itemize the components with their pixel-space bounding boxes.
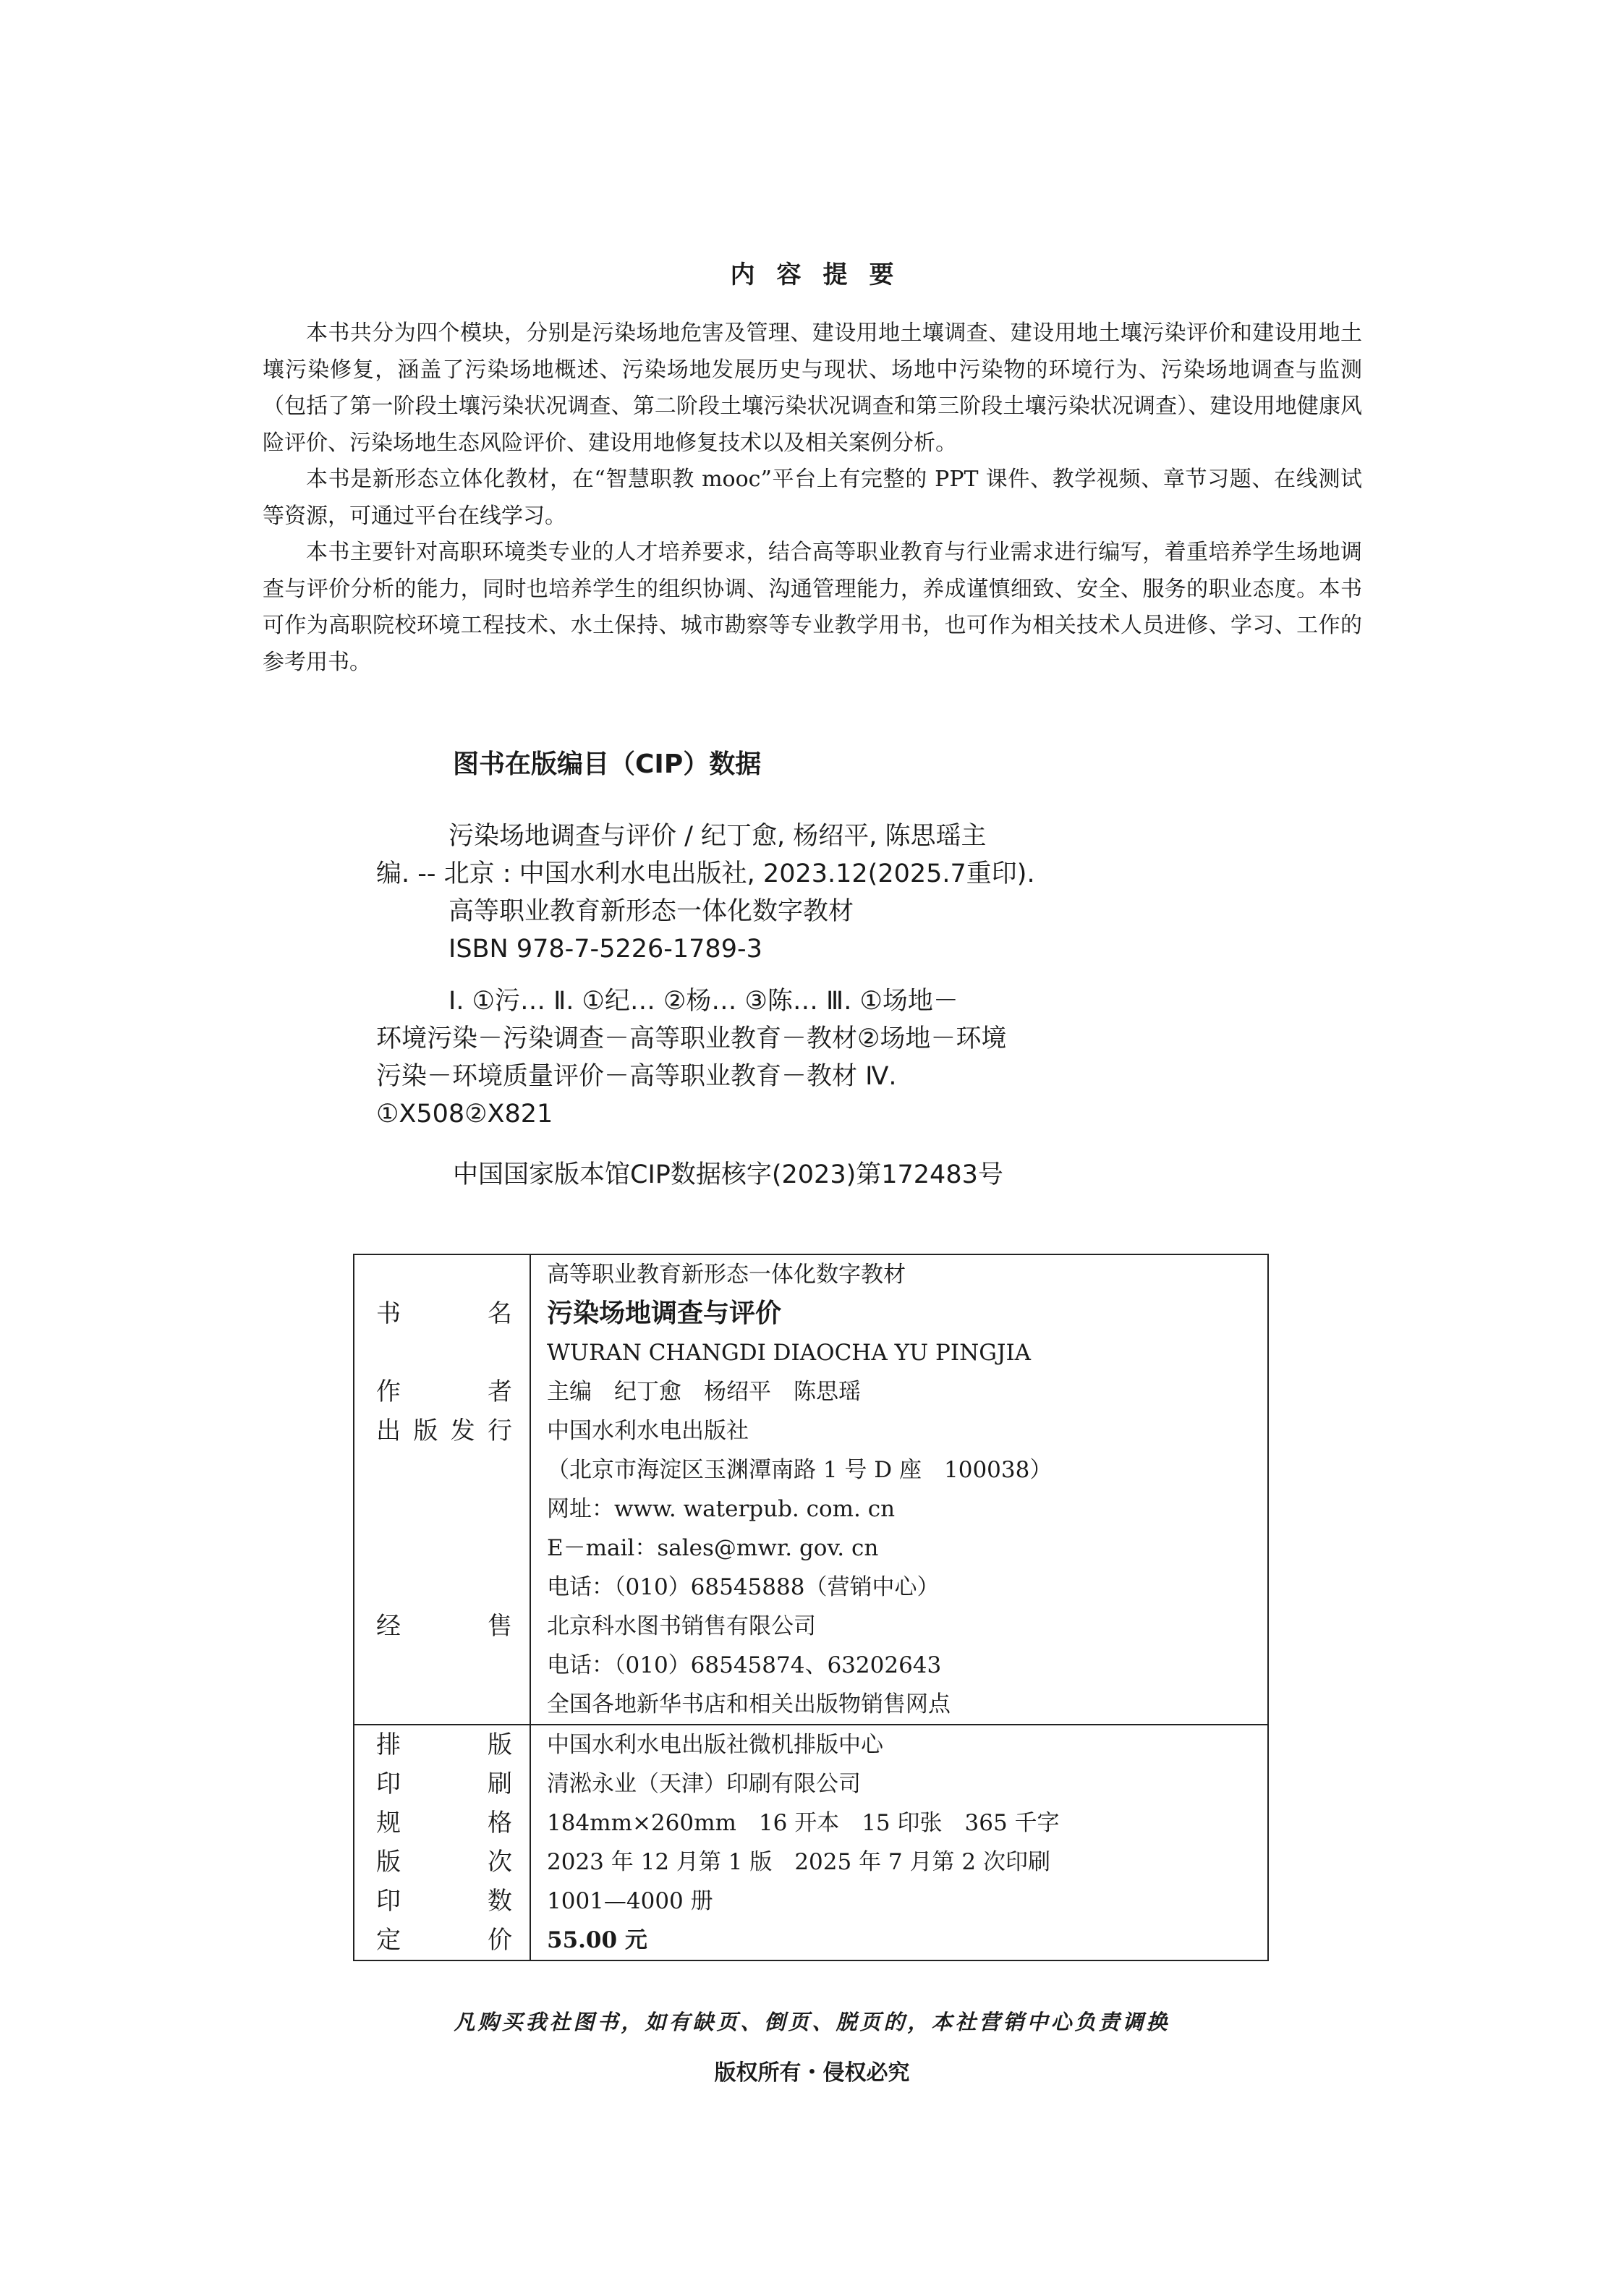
label-author: 作者 — [376, 1377, 512, 1406]
value-publisher-phone: 电话：（010）68545888（营销中心） — [547, 1574, 940, 1600]
summary-paragraph-2: 本书是新形态立体化教材，在“智慧职教 mooc”平台上有完整的 PPT 课件、教学视频、章节习题、在线测试等资源，可通过平台在线学习。 — [263, 467, 1362, 529]
summary-paragraph-1: 本书共分为四个模块，分别是污染场地危害及管理、建设用地土壤调查、建设用地土壤污染评价和建设用地土壤污染修复，涵盖了污染场地概述、污染场地发展历史与现状、场地中污染物的环境行为、污染场地调查与监测（包括了第一阶段土壤污染状况调查、第二阶段土壤污染状况调查和第三阶段土壤污染状况调查）、建设用地健康风险评价、污染场地生态风险评价、建设用地修复技术以及相关案例分析。 — [263, 320, 1362, 456]
value-distributor-phone: 电话：（010）68545874、63202643 — [547, 1652, 942, 1678]
info-group-production — [354, 1725, 1268, 1960]
cip-record-number: 中国国家版本馆CIP数据核字(2023)第172483号 — [453, 1160, 1003, 1189]
value-title-cn: 污染场地调查与评价 — [547, 1299, 782, 1328]
cip-main-line-2: 编. -- 北京 : 中国水利水电出版社, 2023.12(2025.7重印). — [376, 859, 1035, 888]
label-spec: 规格 — [376, 1809, 512, 1837]
value-email: E－mail：sales@mwr. gov. cn — [547, 1535, 879, 1561]
info-labels-publication — [354, 1254, 530, 1725]
info-group-publication — [354, 1254, 1268, 1725]
copyright-notice: 版权所有・侵权必究 — [714, 2060, 910, 2086]
cip-main-line-1: 污染场地调查与评价 / 纪丁愈, 杨绍平, 陈思瑶主 — [448, 822, 987, 851]
info-values-publication — [530, 1254, 1268, 1725]
value-address: （北京市海淀区玉渊潭南路 1 号 D 座 100038） — [547, 1457, 1053, 1483]
info-values-production — [530, 1725, 1268, 1960]
cip-heading: 图书在版编目（CIP）数据 — [453, 749, 762, 779]
value-title-pinyin: WURAN CHANGDI DIAOCHA YU PINGJIA — [547, 1340, 1032, 1366]
cip-subject-entry — [376, 982, 1244, 1133]
label-printing: 印刷 — [376, 1769, 512, 1798]
value-spec: 184mm×260mm 16 开本 15 印张 365 千字 — [547, 1810, 1060, 1836]
info-labels-production — [354, 1725, 530, 1960]
cip-subject-line-2: 环境污染－污染调查－高等职业教育－教材②场地－环境 — [376, 1024, 1007, 1053]
value-distribution-network: 全国各地新华书店和相关出版物销售网点 — [547, 1691, 951, 1717]
value-edition: 2023 年 12 月第 1 版 2025 年 7 月第 2 次印刷 — [547, 1849, 1050, 1875]
label-price: 定价 — [376, 1926, 512, 1955]
cip-main-entry — [376, 817, 1244, 968]
replacement-notice: 凡购买我社图书，如有缺页、倒页、脱页的，本社营销中心负责调换 — [454, 2010, 1170, 2034]
value-typesetting: 中国水利水电出版社微机排版中心 — [547, 1732, 883, 1758]
label-distributor: 经售 — [376, 1612, 512, 1641]
cip-main-line-3: 高等职业教育新形态一体化数字教材 — [448, 897, 854, 926]
value-series: 高等职业教育新形态一体化数字教材 — [547, 1262, 906, 1288]
label-typesetting: 排版 — [376, 1730, 512, 1759]
value-printing: 清淞永业（天津）印刷有限公司 — [547, 1771, 861, 1797]
cip-main-line-4: ISBN 978-7-5226-1789-3 — [448, 935, 762, 964]
cip-subject-line-3: 污染－环境质量评价－高等职业教育－教材 Ⅳ. — [376, 1062, 897, 1091]
summary-title: 内容提要 — [730, 260, 916, 289]
value-price: 55.00 元 — [547, 1927, 647, 1953]
cip-subject-line-4: ①X508②X821 — [376, 1100, 553, 1129]
label-edition: 版次 — [376, 1848, 512, 1877]
value-print-run: 1001—4000 册 — [547, 1888, 713, 1914]
label-print-run: 印数 — [376, 1887, 512, 1916]
value-publisher: 中国水利水电出版社 — [547, 1418, 749, 1444]
label-publisher: 出版发行 — [376, 1416, 512, 1445]
book-info-table — [353, 1254, 1269, 1961]
label-book-name: 书名 — [376, 1299, 512, 1328]
summary-body — [263, 315, 1362, 681]
value-distributor: 北京科水图书销售有限公司 — [547, 1613, 816, 1639]
summary-paragraph-3: 本书主要针对高职环境类专业的人才培养要求，结合高等职业教育与行业需求进行编写，着重培养学生场地调查与评价分析的能力，同时也培养学生的组织协调、沟通管理能力，养成谨慎细致、安全、服务的职业态度。本书可作为高职院校环境工程技术、水土保持、城市勘察等专业教学用书，也可作为相关技术人员进修、学习、工作的参考用书。 — [263, 540, 1362, 675]
cip-subject-line-1: Ⅰ. ①污… Ⅱ. ①纪… ②杨… ③陈… Ⅲ. ①场地－ — [448, 987, 958, 1016]
value-authors: 主编 纪丁愈 杨绍平 陈思瑶 — [547, 1379, 861, 1405]
value-website: 网址：www. waterpub. com. cn — [547, 1496, 896, 1522]
